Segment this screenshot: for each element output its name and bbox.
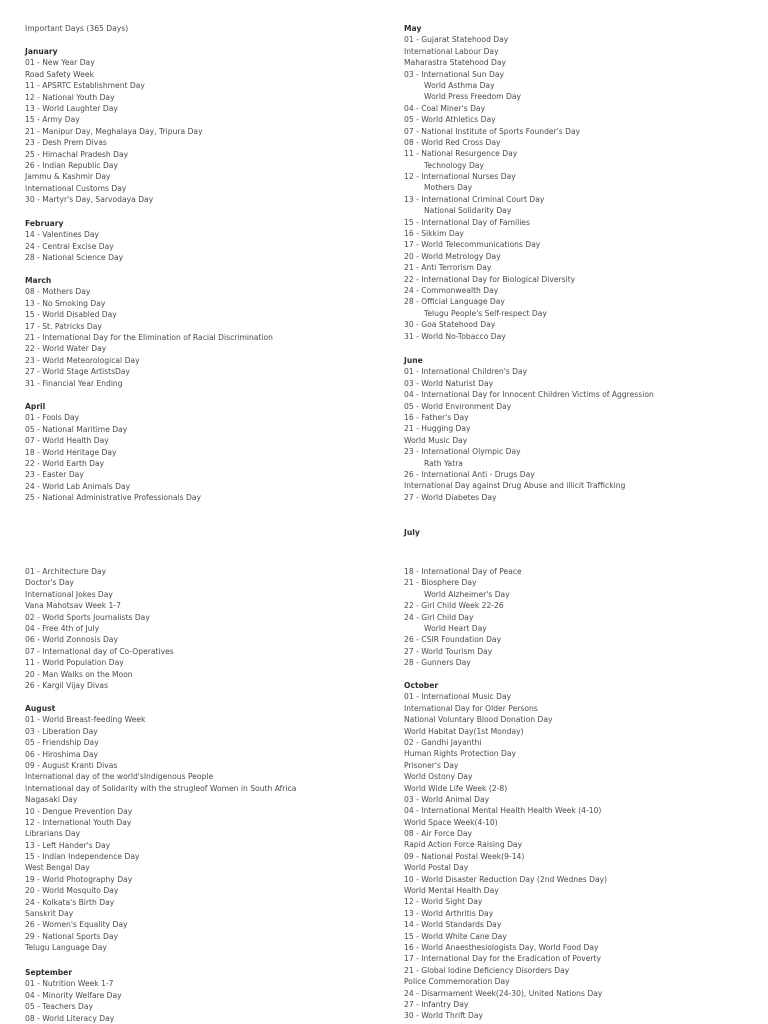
day-entry: 06 - Hiroshima Day [25,749,98,759]
day-entry: 15 - World Disabled Day [25,310,117,320]
day-entry: 07 - International day of Co-Operatives [25,646,174,656]
day-entry: 27 - Infantry Day [404,999,469,1009]
day-entry: 03 - World Animal Day [404,794,490,804]
day-entry: International day of Solidarity with the strugleof Women in South Africa [25,783,297,793]
day-entry: 12 - International Nurses Day [404,172,516,182]
day-entry: 24 - World Lab Animals Day [25,481,131,491]
day-entry: 13 - Left Hander's Day [25,840,111,850]
day-entry: 16 - Father's Day [404,412,469,422]
day-entry: 27 - World Tourism Day [404,646,493,656]
day-entry: 05 - Friendship Day [25,738,99,748]
day-entry: National Solidarity Day [424,206,512,216]
day-entry: 12 - International Youth Day [25,817,132,827]
month-heading: August [25,704,56,713]
day-entry: Human Rights Protection Day [404,749,516,759]
day-entry: 05 - Teachers Day [25,1002,94,1012]
day-entry: 01 - Fools Day [25,413,80,423]
day-entry: 15 - World White Cane Day [404,931,507,941]
month-section-july [404,527,420,538]
day-entry: 09 - National Postal Week(9-14) [404,851,525,861]
day-entry: 04 - International Day for Innocent Children Victims of Aggression [404,390,654,400]
day-entry: 24 - Kolkata's Birth Day [25,897,115,907]
day-entry: World Music Day [404,435,468,445]
day-entry: 29 - National Sports Day [25,931,119,941]
day-entry: 21 - Anti Terrorism Day [404,263,492,273]
day-entry: Maharastra Statehood Day [404,58,507,68]
month-heading: June [404,356,423,365]
day-entry: World Habitat Day(1st Monday) [404,726,524,736]
day-entry: 12 - World Sight Day [404,897,483,907]
day-entry: 22 - World Water Day [25,344,107,354]
day-entry: 06 - World Zonnosis Day [25,635,118,645]
day-entry: 21 - International Day for the Elimination of Racial Discrimination [25,332,273,342]
day-entry: 04 - Minority Welfare Day [25,990,122,1000]
month-heading: May [404,24,422,33]
day-entry: 31 - World No-Tobacco Day [404,331,506,341]
month-heading: July [404,528,420,537]
day-entry: 22 - World Earth Day [25,458,105,468]
day-entry: West Bengal Day [25,863,90,873]
day-entry: Telugu People's Self-respect Day [424,308,547,318]
day-entry: Doctor's Day [25,578,74,588]
day-entry: International Day against Drug Abuse and illicit Trafficking [404,481,626,491]
day-entry: 03 - Liberation Day [25,726,98,736]
day-entry: 26 - CSIR Foundation Day [404,635,502,645]
month-heading: April [25,402,46,411]
day-entry: 28 - Gunners Day [404,658,471,668]
day-entry: 05 - World Athletics Day [404,115,496,125]
day-entry: 04 - Free 4th of July [25,623,100,633]
month-section-september [25,967,122,1024]
day-entry: 08 - World Red Cross Day [404,137,501,147]
day-entry: 02 - World Sports Journalists Day [25,612,150,622]
day-entry: 03 - World Naturist Day [404,378,494,388]
day-entry: 19 - World Photography Day [25,874,133,884]
day-entry: World Alzheimer's Day [424,589,510,599]
day-entry: 01 - International Children's Day [404,367,528,377]
day-entry: 20 - World Mosquito Day [25,886,119,896]
day-entry: 30 - Martyr's Day, Sarvodaya Day [25,195,154,205]
day-entry: 13 - No Smoking Day [25,298,106,308]
day-entry: 18 - World Heritage Day [25,447,117,457]
day-entry: 12 - National Youth Day [25,92,115,102]
day-entry: 09 - August Kranti Divas [25,760,118,770]
day-entry: 22 - Girl Child Week 22-26 [404,601,504,611]
day-entry: 16 - Sikkim Day [404,229,464,239]
day-entry: 03 - International Sun Day [404,69,504,79]
month-section-january [25,46,203,205]
day-entry: International Labour Day [404,46,499,56]
day-entry: 07 - World Health Day [25,436,109,446]
day-entry: 14 - World Standards Day [404,920,502,930]
day-entry: 17 - St. Patricks Day [25,321,102,331]
month-heading: October [404,681,439,690]
month-section-february [25,218,123,264]
day-entry: 04 - Coal Miner's Day [404,103,486,113]
day-entry: 08 - World Literacy Day [25,1013,115,1023]
month-heading: September [25,968,73,977]
day-entry: World Space Week(4-10) [404,817,498,827]
day-entry: 07 - National Institute of Sports Founder's Day [404,126,581,136]
day-entry: 24 - Disarmament Week(24-30), United Nations Day [404,988,603,998]
day-entry: 11 - National Resurgence Day [404,149,518,159]
document-title-block [25,23,128,34]
day-entry: 17 - World Telecommunications Day [404,240,541,250]
day-entry: 24 - Commonwealth Day [404,285,499,295]
day-entry: 13 - World Laughter Day [25,103,118,113]
day-entry: World Mental Health Day [404,886,499,896]
day-entry: International day of the world'sIndigenous People [25,772,214,782]
day-entry: 15 - International Day of Families [404,217,530,227]
day-entry: 24 - Central Excise Day [25,241,114,251]
day-entry: 26 - Women's Equality Day [25,920,128,930]
day-entry: 08 - Air Force Day [404,829,473,839]
day-entry: World Asthma Day [424,80,495,90]
day-entry: 21 - Hugging Day [404,424,471,434]
month-section-may [404,23,580,342]
day-entry: 14 - Valentines Day [25,230,100,240]
month-section-continued [404,566,522,669]
day-entry: 01 - World Breast-feeding Week [25,715,146,725]
day-entry: 05 - World Environment Day [404,401,512,411]
day-entry: 31 - Financial Year Ending [25,378,123,388]
day-entry: 16 - World Anaesthesiologists Day, World Food Day [404,942,599,952]
day-entry: 28 - Official Language Day [404,297,505,307]
day-entry: 28 - National Science Day [25,253,124,263]
day-entry: National Voluntary Blood Donation Day [404,715,553,725]
month-section-april [25,401,201,504]
day-entry: 15 - Indian Independence Day [25,852,140,862]
day-entry: World Wide Life Week (2-8) [404,783,508,793]
month-heading: February [25,219,64,228]
day-entry: 11 - World Population Day [25,658,124,668]
month-section-continued [25,566,174,691]
day-entry: Telugu Language Day [25,943,107,953]
month-section-march [25,275,273,389]
day-entry: 08 - Mothers Day [25,287,91,297]
day-entry: World Press Freedom Day [424,92,521,102]
day-entry: 02 - Gandhi Jayanthi [404,737,482,747]
day-entry: Vana Mahotsav Week 1-7 [25,601,121,611]
day-entry: 23 - Desh Prem Divas [25,138,107,148]
day-entry: International Customs Day [25,183,127,193]
day-entry: 18 - International Day of Peace [404,567,522,576]
day-entry: 11 - APSRTC Establishment Day [25,81,145,91]
day-entry: Nagasaki Day [25,795,78,805]
day-entry: 20 - Man Walks on the Moon [25,669,133,679]
day-entry: 10 - World Disaster Reduction Day (2nd Wednes Day) [404,874,608,884]
day-entry: 04 - International Mental Health Health Week (4-10) [404,806,602,816]
day-entry: 20 - World Metrology Day [404,251,501,261]
day-entry: Librarians Day [25,829,80,839]
day-entry: International Jokes Day [25,589,113,599]
day-entry: Jammu & Kashmir Day [25,172,111,182]
day-entry: 01 - New Year Day [25,58,95,68]
month-section-august [25,703,296,954]
day-entry: 26 - Indian Republic Day [25,160,118,170]
day-entry: Prisoner's Day [404,760,459,770]
day-entry: 01 - Nutrition Week 1-7 [25,979,114,989]
day-entry: 27 - World Diabetes Day [404,492,497,502]
day-entry: 27 - World Stage ArtistsDay [25,367,131,377]
day-entry: Police Commemoration Day [404,977,510,987]
day-entry: 23 - Easter Day [25,470,84,480]
day-entry: Rath Yatra [424,458,463,468]
day-entry: 23 - International Olympic Day [404,447,521,457]
day-entry: International Day for Older Persons [404,703,538,713]
day-entry: 21 - Biosphere Day [404,578,477,588]
day-entry: Road Safety Week [25,69,94,79]
day-entry: 13 - International Criminal Court Day [404,194,545,204]
day-entry: 05 - National Maritime Day [25,424,128,434]
day-entry: 25 - National Administrative Professionals Day [25,493,201,503]
day-entry: 01 - Architecture Day [25,567,107,576]
day-entry: 17 - International Day for the Eradication of Poverty [404,954,601,964]
day-entry: Sanskrit Day [25,909,74,919]
month-section-june [404,355,654,503]
month-heading: January [25,47,58,56]
day-entry: 15 - Army Day [25,115,80,125]
day-entry: 25 - Himachal Pradesh Day [25,149,129,159]
day-entry: 24 - Girl Child Day [404,612,474,622]
day-entry: World Postal Day [404,863,469,873]
day-entry: World Heart Day [424,623,487,633]
day-entry: World Ostony Day [404,772,473,782]
day-entry: Rapid Action Force Raising Day [404,840,523,850]
page-title: Important Days (365 Days) [25,24,129,33]
day-entry: 26 - Kargil Vijay Divas [25,680,109,690]
day-entry: 21 - Global Iodine Deficiency Disorders Day [404,965,570,975]
day-entry: 22 - International Day for Biological Diversity [404,274,576,284]
day-entry: 30 - Goa Statehood Day [404,320,496,330]
month-section-october [404,680,607,1022]
day-entry: 01 - Gujarat Statehood Day [404,35,509,45]
day-entry: Mothers Day [424,183,473,193]
day-entry: 26 - International Anti - Drugs Day [404,469,535,479]
day-entry: 13 - World Arthritis Day [404,908,494,918]
day-entry: 10 - Dengue Prevention Day [25,806,133,816]
day-entry: 30 - World Thrift Day [404,1011,484,1021]
day-entry: Technology Day [424,160,484,170]
day-entry: 21 - Manipur Day, Meghalaya Day, Tripura Day [25,126,203,136]
day-entry: 23 - World Meteorological Day [25,355,140,365]
day-entry: 01 - International Music Day [404,692,512,702]
month-heading: March [25,276,52,285]
